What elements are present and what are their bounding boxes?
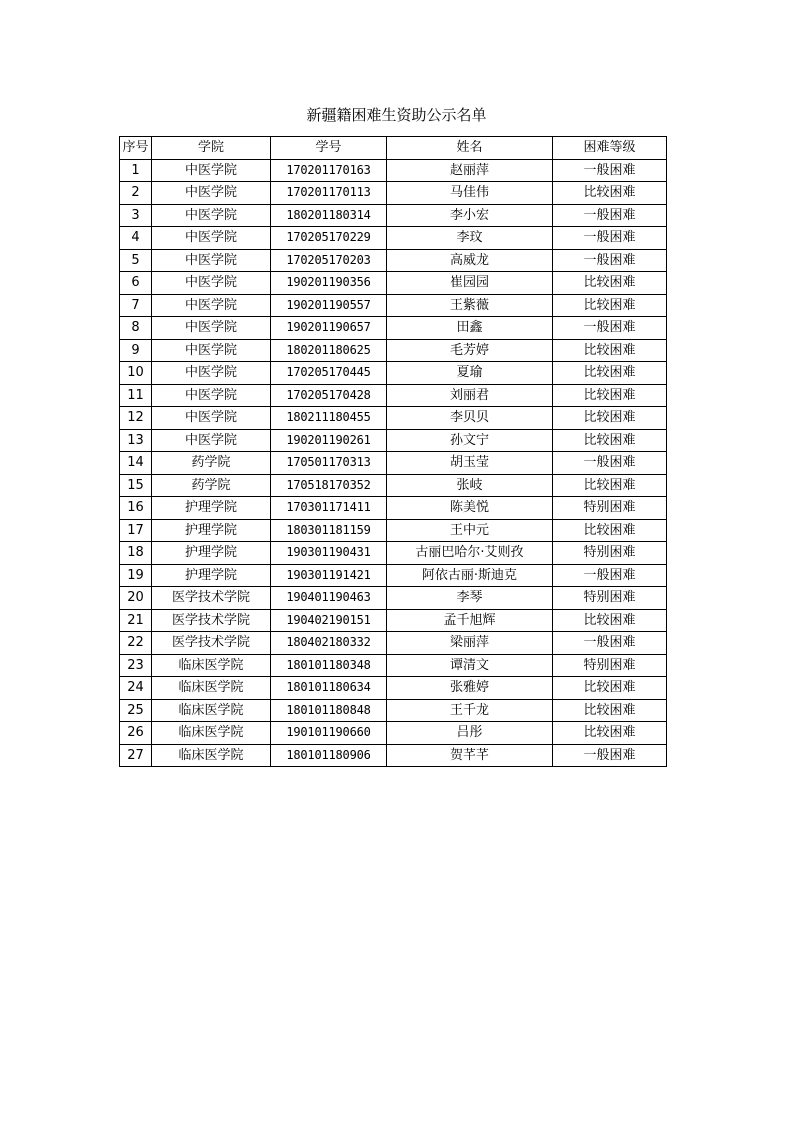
cell-difficulty-level: 一般困难 bbox=[553, 632, 667, 655]
cell-name: 崔园园 bbox=[387, 272, 553, 295]
cell-student-id: 170205170203 bbox=[271, 249, 387, 272]
cell-index: 27 bbox=[120, 744, 152, 767]
table-row bbox=[120, 407, 667, 430]
cell-name: 谭清文 bbox=[387, 654, 553, 677]
cell-difficulty-level: 比较困难 bbox=[553, 722, 667, 745]
cell-college: 临床医学院 bbox=[152, 722, 271, 745]
cell-name: 吕彤 bbox=[387, 722, 553, 745]
header-index: 序号 bbox=[120, 137, 152, 160]
table-row bbox=[120, 587, 667, 610]
cell-college: 中医学院 bbox=[152, 249, 271, 272]
cell-student-id: 170301171411 bbox=[271, 497, 387, 520]
cell-index: 11 bbox=[120, 384, 152, 407]
table-row bbox=[120, 159, 667, 182]
table-row bbox=[120, 384, 667, 407]
cell-name: 李琴 bbox=[387, 587, 553, 610]
cell-name: 王紫薇 bbox=[387, 294, 553, 317]
table-row bbox=[120, 474, 667, 497]
cell-difficulty-level: 比较困难 bbox=[553, 609, 667, 632]
table-row bbox=[120, 272, 667, 295]
cell-name: 胡玉莹 bbox=[387, 452, 553, 475]
header-name: 姓名 bbox=[387, 137, 553, 160]
cell-difficulty-level: 一般困难 bbox=[553, 249, 667, 272]
cell-index: 9 bbox=[120, 339, 152, 362]
cell-name: 毛芳婷 bbox=[387, 339, 553, 362]
table-row bbox=[120, 542, 667, 565]
cell-difficulty-level: 一般困难 bbox=[553, 744, 667, 767]
cell-college: 护理学院 bbox=[152, 542, 271, 565]
cell-student-id: 170205170445 bbox=[271, 362, 387, 385]
cell-college: 中医学院 bbox=[152, 317, 271, 340]
cell-index: 3 bbox=[120, 204, 152, 227]
cell-name: 陈美悦 bbox=[387, 497, 553, 520]
cell-difficulty-level: 比较困难 bbox=[553, 474, 667, 497]
cell-student-id: 190201190557 bbox=[271, 294, 387, 317]
table-row bbox=[120, 609, 667, 632]
cell-college: 中医学院 bbox=[152, 294, 271, 317]
cell-college: 护理学院 bbox=[152, 519, 271, 542]
table-row bbox=[120, 519, 667, 542]
table-row bbox=[120, 339, 667, 362]
cell-name: 贺芊芊 bbox=[387, 744, 553, 767]
cell-name: 孙文宁 bbox=[387, 429, 553, 452]
cell-name: 李贝贝 bbox=[387, 407, 553, 430]
cell-name: 阿依古丽·斯迪克 bbox=[387, 564, 553, 587]
cell-name: 李小宏 bbox=[387, 204, 553, 227]
cell-college: 中医学院 bbox=[152, 407, 271, 430]
cell-index: 7 bbox=[120, 294, 152, 317]
table-row bbox=[120, 564, 667, 587]
table-row bbox=[120, 249, 667, 272]
cell-index: 6 bbox=[120, 272, 152, 295]
cell-student-id: 190401190463 bbox=[271, 587, 387, 610]
cell-name: 田鑫 bbox=[387, 317, 553, 340]
cell-difficulty-level: 特别困难 bbox=[553, 587, 667, 610]
cell-difficulty-level: 比较困难 bbox=[553, 699, 667, 722]
cell-student-id: 170501170313 bbox=[271, 452, 387, 475]
cell-index: 26 bbox=[120, 722, 152, 745]
cell-name: 王千龙 bbox=[387, 699, 553, 722]
cell-index: 1 bbox=[120, 159, 152, 182]
cell-student-id: 180101180634 bbox=[271, 677, 387, 700]
table-row bbox=[120, 632, 667, 655]
cell-index: 13 bbox=[120, 429, 152, 452]
table-header bbox=[120, 137, 667, 160]
cell-college: 中医学院 bbox=[152, 182, 271, 205]
cell-college: 药学院 bbox=[152, 474, 271, 497]
cell-difficulty-level: 比较困难 bbox=[553, 429, 667, 452]
cell-college: 护理学院 bbox=[152, 564, 271, 587]
cell-college: 医学技术学院 bbox=[152, 609, 271, 632]
cell-name: 梁丽萍 bbox=[387, 632, 553, 655]
cell-student-id: 180201180625 bbox=[271, 339, 387, 362]
cell-difficulty-level: 特别困难 bbox=[553, 542, 667, 565]
cell-student-id: 180101180848 bbox=[271, 699, 387, 722]
cell-student-id: 180201180314 bbox=[271, 204, 387, 227]
cell-index: 18 bbox=[120, 542, 152, 565]
cell-college: 中医学院 bbox=[152, 339, 271, 362]
cell-difficulty-level: 比较困难 bbox=[553, 407, 667, 430]
cell-difficulty-level: 特别困难 bbox=[553, 654, 667, 677]
cell-college: 中医学院 bbox=[152, 227, 271, 250]
cell-name: 孟千旭辉 bbox=[387, 609, 553, 632]
table-row bbox=[120, 204, 667, 227]
cell-difficulty-level: 比较困难 bbox=[553, 339, 667, 362]
cell-index: 25 bbox=[120, 699, 152, 722]
cell-name: 赵丽萍 bbox=[387, 159, 553, 182]
cell-index: 19 bbox=[120, 564, 152, 587]
table-row bbox=[120, 294, 667, 317]
cell-index: 23 bbox=[120, 654, 152, 677]
cell-index: 5 bbox=[120, 249, 152, 272]
cell-student-id: 170205170428 bbox=[271, 384, 387, 407]
cell-difficulty-level: 一般困难 bbox=[553, 159, 667, 182]
cell-difficulty-level: 一般困难 bbox=[553, 227, 667, 250]
table-row bbox=[120, 677, 667, 700]
cell-name: 张雅婷 bbox=[387, 677, 553, 700]
cell-student-id: 180301181159 bbox=[271, 519, 387, 542]
cell-difficulty-level: 特别困难 bbox=[553, 497, 667, 520]
cell-student-id: 190301191421 bbox=[271, 564, 387, 587]
header-difficulty-level: 困难等级 bbox=[553, 137, 667, 160]
cell-college: 中医学院 bbox=[152, 159, 271, 182]
cell-student-id: 190201190261 bbox=[271, 429, 387, 452]
header-row bbox=[120, 137, 667, 160]
header-college: 学院 bbox=[152, 137, 271, 160]
cell-index: 20 bbox=[120, 587, 152, 610]
cell-college: 临床医学院 bbox=[152, 699, 271, 722]
cell-name: 刘丽君 bbox=[387, 384, 553, 407]
cell-difficulty-level: 比较困难 bbox=[553, 272, 667, 295]
cell-index: 4 bbox=[120, 227, 152, 250]
cell-student-id: 190402190151 bbox=[271, 609, 387, 632]
cell-college: 临床医学院 bbox=[152, 677, 271, 700]
cell-difficulty-level: 比较困难 bbox=[553, 384, 667, 407]
cell-college: 护理学院 bbox=[152, 497, 271, 520]
cell-name: 夏瑜 bbox=[387, 362, 553, 385]
cell-index: 22 bbox=[120, 632, 152, 655]
table-row bbox=[120, 227, 667, 250]
table-row bbox=[120, 362, 667, 385]
cell-name: 王中元 bbox=[387, 519, 553, 542]
cell-name: 张岐 bbox=[387, 474, 553, 497]
table-row bbox=[120, 452, 667, 475]
cell-difficulty-level: 一般困难 bbox=[553, 317, 667, 340]
table-row bbox=[120, 699, 667, 722]
cell-college: 临床医学院 bbox=[152, 654, 271, 677]
cell-college: 中医学院 bbox=[152, 384, 271, 407]
cell-student-id: 180101180348 bbox=[271, 654, 387, 677]
table-body bbox=[120, 159, 667, 767]
table-row bbox=[120, 497, 667, 520]
cell-index: 17 bbox=[120, 519, 152, 542]
cell-student-id: 180101180906 bbox=[271, 744, 387, 767]
cell-student-id: 180402180332 bbox=[271, 632, 387, 655]
table-row bbox=[120, 429, 667, 452]
table-row bbox=[120, 317, 667, 340]
cell-college: 医学技术学院 bbox=[152, 632, 271, 655]
cell-student-id: 170518170352 bbox=[271, 474, 387, 497]
cell-student-id: 170205170229 bbox=[271, 227, 387, 250]
table-row bbox=[120, 654, 667, 677]
table-row bbox=[120, 182, 667, 205]
cell-difficulty-level: 比较困难 bbox=[553, 294, 667, 317]
student-aid-table bbox=[119, 136, 667, 767]
cell-student-id: 170201170113 bbox=[271, 182, 387, 205]
cell-index: 24 bbox=[120, 677, 152, 700]
cell-name: 马佳伟 bbox=[387, 182, 553, 205]
cell-index: 2 bbox=[120, 182, 152, 205]
cell-difficulty-level: 一般困难 bbox=[553, 204, 667, 227]
cell-difficulty-level: 比较困难 bbox=[553, 362, 667, 385]
cell-college: 临床医学院 bbox=[152, 744, 271, 767]
cell-college: 中医学院 bbox=[152, 429, 271, 452]
cell-index: 14 bbox=[120, 452, 152, 475]
cell-student-id: 190201190356 bbox=[271, 272, 387, 295]
cell-index: 10 bbox=[120, 362, 152, 385]
cell-index: 8 bbox=[120, 317, 152, 340]
cell-student-id: 190201190657 bbox=[271, 317, 387, 340]
cell-college: 中医学院 bbox=[152, 272, 271, 295]
cell-name: 高威龙 bbox=[387, 249, 553, 272]
cell-index: 16 bbox=[120, 497, 152, 520]
cell-student-id: 190301190431 bbox=[271, 542, 387, 565]
header-student-id: 学号 bbox=[271, 137, 387, 160]
cell-difficulty-level: 一般困难 bbox=[553, 564, 667, 587]
cell-college: 中医学院 bbox=[152, 362, 271, 385]
cell-index: 21 bbox=[120, 609, 152, 632]
cell-difficulty-level: 比较困难 bbox=[553, 182, 667, 205]
page-title: 新疆籍困难生资助公示名单 bbox=[306, 106, 487, 124]
cell-college: 药学院 bbox=[152, 452, 271, 475]
cell-index: 12 bbox=[120, 407, 152, 430]
table-row bbox=[120, 744, 667, 767]
cell-student-id: 170201170163 bbox=[271, 159, 387, 182]
cell-difficulty-level: 比较困难 bbox=[553, 677, 667, 700]
cell-difficulty-level: 一般困难 bbox=[553, 452, 667, 475]
cell-difficulty-level: 比较困难 bbox=[553, 519, 667, 542]
cell-student-id: 180211180455 bbox=[271, 407, 387, 430]
cell-college: 医学技术学院 bbox=[152, 587, 271, 610]
cell-name: 李玟 bbox=[387, 227, 553, 250]
cell-student-id: 190101190660 bbox=[271, 722, 387, 745]
cell-name: 古丽巴哈尔·艾则孜 bbox=[387, 542, 553, 565]
cell-college: 中医学院 bbox=[152, 204, 271, 227]
table-row bbox=[120, 722, 667, 745]
cell-index: 15 bbox=[120, 474, 152, 497]
